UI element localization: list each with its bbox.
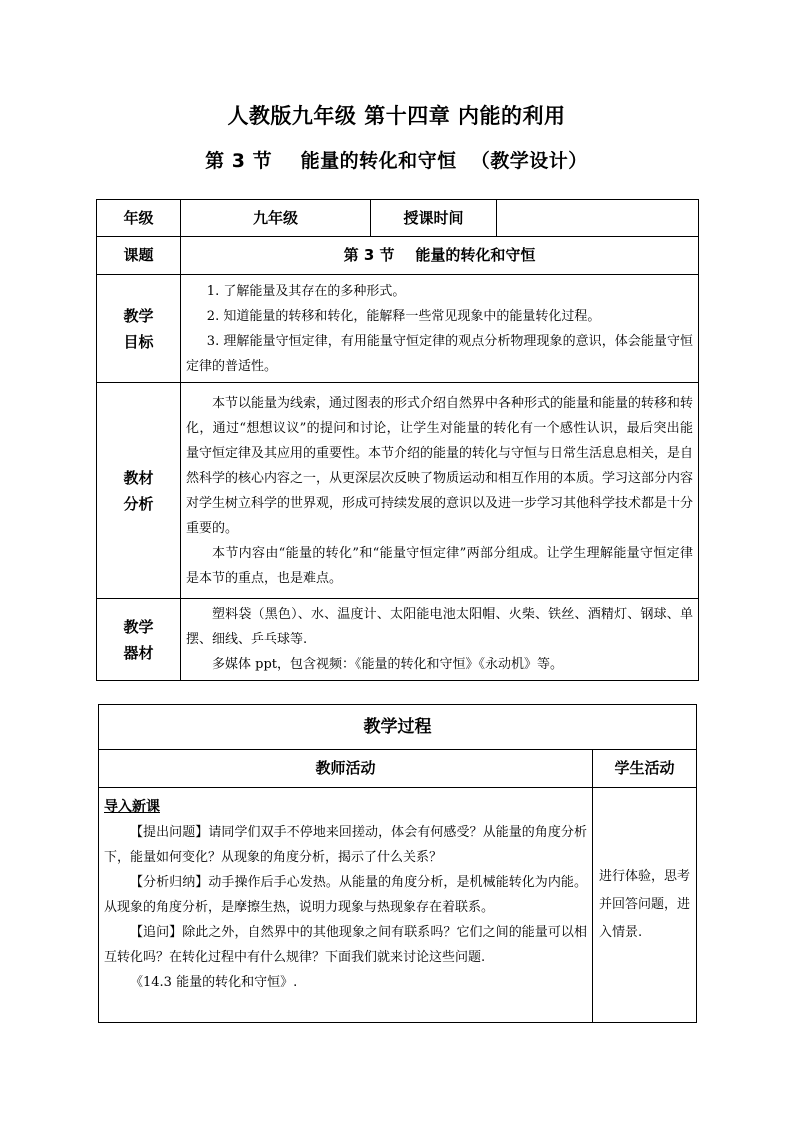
goal-item: 3. 理解能量守恒定律，有用能量守恒定律的观点分析物理现象的意识，体会能量守恒定律的普适性。 [186, 333, 693, 374]
student-activity-cell: 进行体验，思考并回答问题，进入情景. [593, 788, 697, 1023]
process-table [98, 704, 697, 1023]
topic-label: 课题 [97, 237, 181, 275]
teacher-paragraph: 【追问】除此之外，自然界中的其他现象之间有联系吗？它们之间的能量可以相互转化吗？在转化过程中有什么规律？下面我们就来讨论这些问题. [104, 925, 587, 965]
materials-label [97, 599, 181, 681]
teacher-activity-cell [99, 788, 593, 1023]
teacher-paragraph: 【提出问题】请同学们双手不停地来回搓动，体会有何感受？从能量的角度分析下，能量如何变化？从现象的角度分析，揭示了什么关系？ [104, 825, 587, 865]
goals-label-line-1: 教学 [123, 306, 154, 325]
analysis-row [97, 383, 699, 599]
section-title: 导入新课 [104, 799, 160, 815]
materials-row [97, 599, 699, 681]
document-title: 人教版九年级 第十四章 内能的利用 [227, 104, 566, 128]
analysis-content [181, 383, 699, 599]
goal-item: 2. 知道能量的转移和转化，能解释一些常见现象中的能量转化过程。 [206, 308, 601, 324]
analysis-paragraph: 本节以能量为线索，通过图表的形式介绍自然界中各种形式的能量和能量的转移和转化，通过“想想议议”的提问和讨论，让学生对能量的转化有一个感性认识，最后突出能量守恒定律及其应用的重要性。本节介绍的能量的转化与守恒与日常生活息息相关，是自然科学的核心内容之一，从更深层次反映了物质运动和相互作用的本质。学习这部分内容对学生树立科学的世界观，形成可持续发展的意识以及进一步学习其他科学技术都是十分重要的。 [186, 395, 694, 536]
time-value [497, 200, 699, 237]
materials-paragraph: 塑料袋（黑色）、水、温度计、太阳能电池太阳帽、火柴、铁丝、酒精灯、钢球、单摆、细线、乒乓球等. [186, 607, 693, 647]
goals-label [97, 275, 181, 383]
topic-row [97, 237, 699, 275]
goal-item: 1. 了解能量及其存在的多种形式。 [206, 283, 406, 299]
analysis-label [97, 383, 181, 599]
process-title: 教学过程 [99, 705, 697, 750]
process-header-row [99, 750, 697, 788]
info-table [96, 199, 699, 681]
process-title-row [99, 705, 697, 750]
grade-row [97, 200, 699, 237]
goals-row [97, 275, 699, 383]
topic-value: 第 3 节 能量的转化和守恒 [181, 237, 699, 275]
teacher-paragraph: 《14.3 能量的转化和守恒》. [130, 975, 298, 990]
document-subtitle: 第 3 节 能量的转化和守恒 （教学设计） [205, 150, 588, 172]
teacher-activity-header: 教师活动 [99, 750, 593, 788]
process-content-row [99, 788, 697, 1023]
materials-label-line-2: 器材 [123, 643, 154, 662]
analysis-label-line-1: 教材 [123, 468, 154, 487]
time-label: 授课时间 [371, 200, 497, 237]
analysis-paragraph: 本节内容由“能量的转化”和“能量守恒定律”两部分组成。让学生理解能量守恒定律是本节的重点，也是难点。 [186, 545, 693, 586]
materials-label-line-1: 教学 [123, 617, 154, 636]
grade-value: 九年级 [181, 200, 371, 237]
student-activity-header: 学生活动 [593, 750, 697, 788]
materials-paragraph: 多媒体 ppt，包含视频：《能量的转化和守恒》《永动机》等。 [212, 657, 564, 672]
teacher-paragraph: 【分析归纳】动手操作后手心发热。从能量的角度分析，是机械能转化为内能。从现象的角度分析，是摩擦生热，说明力现象与热现象存在着联系。 [104, 875, 587, 915]
grade-label: 年级 [97, 200, 181, 237]
goals-label-line-2: 目标 [123, 332, 154, 351]
analysis-label-line-2: 分析 [123, 494, 154, 513]
goals-content [181, 275, 699, 383]
materials-content [181, 599, 699, 681]
